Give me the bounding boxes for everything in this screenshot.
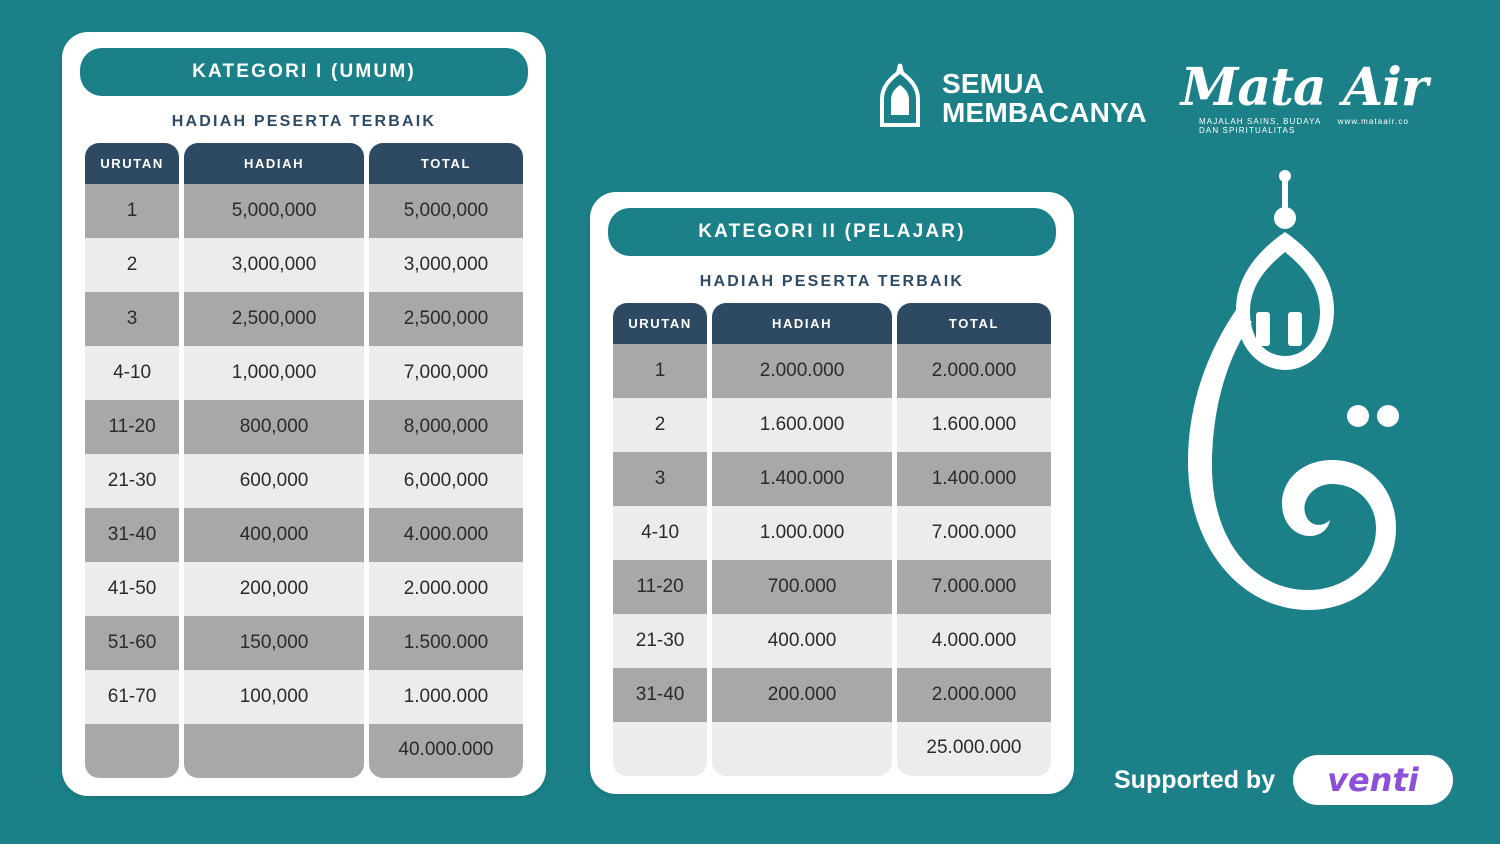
supported-by-block [1114,755,1453,805]
prize-table-umum [80,143,528,778]
column-header-urutan: URUTAN [85,143,179,184]
cell-urutan: 3 [85,292,179,346]
cell-urutan-empty [85,724,179,778]
cell-hadiah-empty [184,724,364,778]
cell-hadiah-empty [712,722,892,776]
column-header-hadiah: HADIAH [184,143,364,184]
brand-logos [872,57,1428,135]
mata-air-tagline-left: MAJALAH SAINS, BUDAYA DAN SPIRITUALITAS [1199,117,1321,135]
table-row [613,614,1051,668]
cell-total: 4.000.000 [369,508,523,562]
cell-hadiah: 1,000,000 [184,346,364,400]
mata-air-tagline [1199,117,1409,135]
venti-wordmark: venti [1327,761,1419,799]
supported-by-label: Supported by [1114,765,1276,794]
cell-urutan: 31-40 [85,508,179,562]
table-row [85,346,523,400]
table-row [85,400,523,454]
arabic-calligraphy-dome-ornament-icon [1160,170,1410,670]
venti-sponsor-logo [1293,755,1453,805]
table-row [613,668,1051,722]
cell-urutan: 11-20 [85,400,179,454]
cell-total: 7.000.000 [897,506,1051,560]
prize-card-pelajar [590,192,1074,794]
cell-urutan: 21-30 [613,614,707,668]
cell-hadiah: 200,000 [184,562,364,616]
table-row [85,670,523,724]
cell-total: 1.000.000 [369,670,523,724]
card-subtitle-pelajar: HADIAH PESERTA TERBAIK [699,273,965,290]
cell-total: 2.000.000 [897,668,1051,722]
prize-table-pelajar [608,303,1056,776]
table-row [85,454,523,508]
cell-urutan-empty [613,722,707,776]
mata-air-logo [1180,57,1428,135]
cell-urutan: 31-40 [613,668,707,722]
cell-hadiah: 1.000.000 [712,506,892,560]
mosque-dome-icon [872,63,928,134]
column-header-hadiah: HADIAH [712,303,892,344]
table-row [85,238,523,292]
cell-hadiah: 700.000 [712,560,892,614]
cell-urutan: 4-10 [613,506,707,560]
cell-hadiah: 2.000.000 [712,344,892,398]
cell-hadiah: 150,000 [184,616,364,670]
table-row [85,508,523,562]
cell-urutan: 1 [613,344,707,398]
cell-urutan: 3 [613,452,707,506]
table-row [85,184,523,238]
cell-hadiah: 100,000 [184,670,364,724]
cell-total: 2.000.000 [369,562,523,616]
cell-urutan: 11-20 [613,560,707,614]
cell-urutan: 21-30 [85,454,179,508]
table-row [85,616,523,670]
cell-total: 5,000,000 [369,184,523,238]
semua-membacanya-text [942,67,1147,128]
table-row [613,344,1051,398]
semua-line-1: SEMUA [942,67,1045,99]
table-row [85,562,523,616]
prize-card-umum [62,32,546,796]
cell-hadiah: 5,000,000 [184,184,364,238]
cell-hadiah: 2,500,000 [184,292,364,346]
cell-hadiah: 400.000 [712,614,892,668]
cell-total: 7,000,000 [369,346,523,400]
cell-hadiah: 600,000 [184,454,364,508]
table-row [85,292,523,346]
column-header-total: TOTAL [369,143,523,184]
cell-total: 3,000,000 [369,238,523,292]
cell-hadiah: 1.600.000 [712,398,892,452]
cell-hadiah: 1.400.000 [712,452,892,506]
cell-hadiah: 400,000 [184,508,364,562]
cell-hadiah: 800,000 [184,400,364,454]
semua-line-2: MEMBACANYA [942,96,1147,128]
column-header-urutan: URUTAN [613,303,707,344]
cell-total: 2.000.000 [897,344,1051,398]
cell-urutan: 51-60 [85,616,179,670]
cell-total: 6,000,000 [369,454,523,508]
card-title-pelajar: KATEGORI II (PELAJAR) [608,208,1056,256]
card-title-umum: KATEGORI I (UMUM) [80,48,528,96]
card-subtitle-umum: HADIAH PESERTA TERBAIK [171,113,437,130]
table-row [613,560,1051,614]
cell-urutan: 2 [613,398,707,452]
table-header-row [85,143,523,184]
cell-total: 4.000.000 [897,614,1051,668]
table-header-row [613,303,1051,344]
column-header-total: TOTAL [897,303,1051,344]
cell-urutan: 2 [85,238,179,292]
cell-total: 1.400.000 [897,452,1051,506]
cell-total: 7.000.000 [897,560,1051,614]
cell-grand-total: 25.000.000 [897,722,1051,776]
mata-air-wordmark: Mata Air [1180,57,1428,118]
table-row [613,398,1051,452]
cell-total: 8,000,000 [369,400,523,454]
cell-hadiah: 3,000,000 [184,238,364,292]
table-row [613,452,1051,506]
cell-hadiah: 200.000 [712,668,892,722]
cell-total: 2,500,000 [369,292,523,346]
mata-air-tagline-right: www.mataair.co [1337,117,1410,126]
semua-membacanya-logo [872,63,1147,134]
cell-urutan: 61-70 [85,670,179,724]
table-row [613,506,1051,560]
cell-total: 1.500.000 [369,616,523,670]
table-row-total [613,722,1051,776]
cell-urutan: 41-50 [85,562,179,616]
cell-urutan: 4-10 [85,346,179,400]
cell-urutan: 1 [85,184,179,238]
table-row-total [85,724,523,778]
cell-grand-total: 40.000.000 [369,724,523,778]
cell-total: 1.600.000 [897,398,1051,452]
